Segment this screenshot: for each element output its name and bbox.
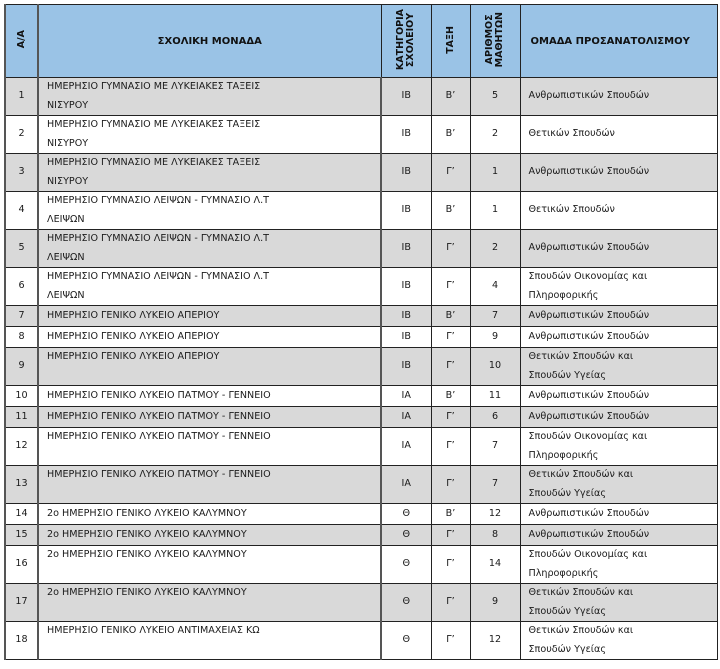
student-count: 5	[470, 78, 520, 116]
school-name-line: ΗΜΕΡΗΣΙΟ ΓΥΜΝΑΣΙΟ ΛΕΙΨΩΝ - ΓΥΜΝΑΣΙΟ Λ.Τ	[47, 271, 270, 282]
school-name-text	[47, 116, 376, 153]
class-grade: Γ’	[431, 327, 470, 348]
orientation-group-line: Θετικών Σπουδών και	[528, 469, 634, 480]
header-category-line-1: ΚΑΤΗΓΟΡΙΑ	[395, 8, 407, 71]
student-count: 2	[470, 230, 520, 268]
school-category: ΙΒ	[381, 348, 431, 386]
school-name	[38, 584, 381, 622]
row-number: 4	[5, 192, 38, 230]
row-number: 12	[5, 428, 38, 466]
orientation-group	[520, 306, 717, 327]
row-number: 18	[5, 622, 38, 660]
row-number: 16	[5, 546, 38, 584]
table-row	[5, 327, 717, 348]
class-grade: Γ’	[431, 622, 470, 660]
school-name-line: ΝΙΣΥΡΟΥ	[47, 99, 89, 111]
header-class	[431, 5, 470, 78]
school-name	[38, 192, 381, 230]
school-name	[38, 525, 381, 546]
school-name	[38, 546, 381, 584]
student-count: 7	[470, 466, 520, 504]
orientation-group-line: Πληροφορικής	[528, 567, 599, 579]
school-name-text	[47, 192, 376, 229]
school-category: ΙΑ	[381, 428, 431, 466]
school-name-text	[47, 526, 376, 545]
school-category: ΙΒ	[381, 306, 431, 327]
orientation-group-line: Θετικών Σπουδών	[528, 204, 615, 216]
class-grade: Γ’	[431, 546, 470, 584]
row-number: 17	[5, 584, 38, 622]
orientation-group	[520, 327, 717, 348]
school-name-text	[47, 428, 376, 447]
table-row	[5, 407, 717, 428]
school-name-line: ΛΕΙΨΩΝ	[47, 213, 85, 225]
orientation-group-line: Θετικών Σπουδών και	[528, 351, 634, 362]
orientation-group-line: Ανθρωπιστικών Σπουδών	[528, 90, 650, 102]
class-grade: Β’	[431, 306, 470, 327]
school-name-line: ΗΜΕΡΗΣΙΟ ΓΕΝΙΚΟ ΛΥΚΕΙΟ ΠΑΤΜΟΥ - ΓΕΝΝΕΙΟ	[47, 389, 271, 401]
student-count: 2	[470, 116, 520, 154]
school-name	[38, 268, 381, 306]
school-category: ΙΒ	[381, 327, 431, 348]
orientation-group-line: Θετικών Σπουδών	[528, 128, 615, 140]
header-category	[381, 5, 431, 78]
school-name-text	[47, 78, 376, 115]
header-group: ΟΜΑΔΑ ΠΡΟΣΑΝΑΤΟΛΙΣΜΟΥ	[520, 5, 717, 78]
school-category: Θ	[381, 622, 431, 660]
student-count: 1	[470, 154, 520, 192]
row-number: 2	[5, 116, 38, 154]
school-name-line: ΗΜΕΡΗΣΙΟ ΓΥΜΝΑΣΙΟ ΛΕΙΨΩΝ - ΓΥΜΝΑΣΙΟ Λ.Τ	[47, 195, 270, 206]
header-count-line-2: ΜΑΘΗΤΩΝ	[494, 11, 505, 68]
school-name	[38, 622, 381, 660]
orientation-group	[520, 348, 717, 386]
orientation-group-line: Ανθρωπιστικών Σπουδών	[528, 330, 650, 342]
school-name-line: ΗΜΕΡΗΣΙΟ ΓΥΜΝΑΣΙΟ ΜΕ ΛΥΚΕΙΑΚΕΣ ΤΑΞΕΙΣ	[47, 81, 261, 92]
orientation-group-line: Ανθρωπιστικών Σπουδών	[528, 242, 650, 254]
student-count: 12	[470, 504, 520, 525]
orientation-group-line: Σπουδών Υγείας	[528, 487, 606, 499]
orientation-group	[520, 78, 717, 116]
row-number: 11	[5, 407, 38, 428]
class-grade: Β’	[431, 78, 470, 116]
class-grade: Γ’	[431, 407, 470, 428]
school-name-line: 2ο ΗΜΕΡΗΣΙΟ ΓΕΝΙΚΟ ΛΥΚΕΙΟ ΚΑΛΥΜΝΟΥ	[47, 549, 247, 560]
school-category: ΙΒ	[381, 192, 431, 230]
table-row	[5, 504, 717, 525]
orientation-group-line: Σπουδών Υγείας	[528, 369, 606, 381]
school-category: ΙΑ	[381, 466, 431, 504]
table-row	[5, 386, 717, 407]
orientation-group-line: Ανθρωπιστικών Σπουδών	[528, 309, 650, 321]
orientation-group-line: Πληροφορικής	[528, 289, 599, 301]
orientation-group-line: Ανθρωπιστικών Σπουδών	[528, 528, 650, 540]
orientation-group	[520, 386, 717, 407]
school-name	[38, 428, 381, 466]
row-number: 14	[5, 504, 38, 525]
orientation-group-line: Σπουδών Υγείας	[528, 643, 606, 655]
student-count: 6	[470, 407, 520, 428]
orientation-group	[520, 546, 717, 584]
orientation-group-line: Πληροφορικής	[528, 449, 599, 461]
school-name	[38, 230, 381, 268]
class-grade: Γ’	[431, 348, 470, 386]
header-aa	[5, 5, 38, 78]
orientation-group	[520, 407, 717, 428]
school-category: Θ	[381, 584, 431, 622]
school-name	[38, 386, 381, 407]
school-name-text	[47, 466, 376, 485]
table-row	[5, 154, 717, 192]
school-name-text	[47, 307, 376, 326]
orientation-group-line: Σπουδών Υγείας	[528, 605, 606, 617]
header-school: ΣΧΟΛΙΚΗ ΜΟΝΑΔΑ	[38, 5, 381, 78]
orientation-group-line: Ανθρωπιστικών Σπουδών	[528, 410, 650, 422]
header-class-label: ΤΑΞΗ	[444, 25, 456, 54]
orientation-group	[520, 525, 717, 546]
orientation-group	[520, 466, 717, 504]
student-count: 1	[470, 192, 520, 230]
table-row	[5, 230, 717, 268]
school-name	[38, 306, 381, 327]
school-name-line: ΝΙΣΥΡΟΥ	[47, 175, 89, 187]
school-category: ΙΒ	[381, 78, 431, 116]
student-count: 9	[470, 584, 520, 622]
school-name	[38, 116, 381, 154]
table-row	[5, 546, 717, 584]
orientation-group	[520, 622, 717, 660]
student-count: 9	[470, 327, 520, 348]
orientation-group-line: Ανθρωπιστικών Σπουδών	[528, 507, 650, 519]
orientation-group	[520, 192, 717, 230]
orientation-group	[520, 154, 717, 192]
header-row	[5, 5, 717, 78]
orientation-group	[520, 584, 717, 622]
school-name-line: ΗΜΕΡΗΣΙΟ ΓΕΝΙΚΟ ΛΥΚΕΙΟ ΑΠΕΡΙΟΥ	[47, 309, 220, 321]
table-row	[5, 584, 717, 622]
orientation-group	[520, 428, 717, 466]
student-count: 14	[470, 546, 520, 584]
school-category: ΙΒ	[381, 154, 431, 192]
table-row	[5, 466, 717, 504]
school-category: ΙΒ	[381, 230, 431, 268]
row-number: 13	[5, 466, 38, 504]
school-name	[38, 327, 381, 348]
school-name-text	[47, 408, 376, 427]
header-count-label	[485, 12, 505, 67]
orientation-group-line: Σπουδών Οικονομίας και	[528, 271, 648, 282]
class-grade: Β’	[431, 192, 470, 230]
school-category: ΙΒ	[381, 268, 431, 306]
table-row	[5, 622, 717, 660]
school-category: Θ	[381, 546, 431, 584]
school-category: ΙΒ	[381, 116, 431, 154]
table-row	[5, 268, 717, 306]
student-count: 11	[470, 386, 520, 407]
orientation-group-line: Σπουδών Οικονομίας και	[528, 549, 648, 560]
table-row	[5, 192, 717, 230]
row-number: 7	[5, 306, 38, 327]
student-count: 7	[470, 306, 520, 327]
school-name-text	[47, 230, 376, 267]
student-count: 4	[470, 268, 520, 306]
school-name-line: ΗΜΕΡΗΣΙΟ ΓΕΝΙΚΟ ΛΥΚΕΙΟ ΠΑΤΜΟΥ - ΓΕΝΝΕΙΟ	[47, 469, 271, 480]
school-name-text	[47, 387, 376, 406]
class-grade: Β’	[431, 386, 470, 407]
school-name-line: ΛΕΙΨΩΝ	[47, 251, 85, 263]
school-name-line: ΗΜΕΡΗΣΙΟ ΓΕΝΙΚΟ ΛΥΚΕΙΟ ΠΑΤΜΟΥ - ΓΕΝΝΕΙΟ	[47, 431, 271, 442]
header-aa-label: Α/Α	[15, 30, 27, 49]
table-header	[5, 5, 717, 78]
header-count-line-1: ΑΡΙΘΜΟΣ	[484, 14, 496, 65]
row-number: 5	[5, 230, 38, 268]
school-name-line: ΗΜΕΡΗΣΙΟ ΓΥΜΝΑΣΙΟ ΜΕ ΛΥΚΕΙΑΚΕΣ ΤΑΞΕΙΣ	[47, 119, 261, 130]
class-grade: Γ’	[431, 154, 470, 192]
header-count	[470, 5, 520, 78]
school-category: Θ	[381, 504, 431, 525]
school-name-text	[47, 584, 376, 603]
school-name-text	[47, 622, 376, 641]
school-name-line: ΗΜΕΡΗΣΙΟ ΓΥΜΝΑΣΙΟ ΜΕ ΛΥΚΕΙΑΚΕΣ ΤΑΞΕΙΣ	[47, 157, 261, 168]
row-number: 1	[5, 78, 38, 116]
school-name-text	[47, 154, 376, 191]
school-name	[38, 407, 381, 428]
row-number: 9	[5, 348, 38, 386]
class-grade: Γ’	[431, 428, 470, 466]
orientation-group-line: Θετικών Σπουδών και	[528, 625, 634, 636]
school-name-line: ΗΜΕΡΗΣΙΟ ΓΕΝΙΚΟ ΛΥΚΕΙΟ ΠΑΤΜΟΥ - ΓΕΝΝΕΙΟ	[47, 410, 271, 422]
school-name-line: ΗΜΕΡΗΣΙΟ ΓΕΝΙΚΟ ΛΥΚΕΙΟ ΑΝΤΙΜΑΧΕΙΑΣ ΚΩ	[47, 625, 260, 636]
class-grade: Γ’	[431, 584, 470, 622]
school-name	[38, 348, 381, 386]
school-name	[38, 466, 381, 504]
orientation-group-line: Ανθρωπιστικών Σπουδών	[528, 166, 650, 178]
school-name	[38, 154, 381, 192]
school-name-line: ΗΜΕΡΗΣΙΟ ΓΥΜΝΑΣΙΟ ΛΕΙΨΩΝ - ΓΥΜΝΑΣΙΟ Λ.Τ	[47, 233, 270, 244]
orientation-group	[520, 268, 717, 306]
class-grade: Β’	[431, 504, 470, 525]
school-name-line: ΛΕΙΨΩΝ	[47, 289, 85, 301]
table-row	[5, 306, 717, 327]
table-row	[5, 348, 717, 386]
orientation-group	[520, 230, 717, 268]
row-number: 6	[5, 268, 38, 306]
school-name-line: 2ο ΗΜΕΡΗΣΙΟ ΓΕΝΙΚΟ ΛΥΚΕΙΟ ΚΑΛΥΜΝΟΥ	[47, 528, 247, 540]
school-name-text	[47, 348, 376, 367]
school-name-line: 2ο ΗΜΕΡΗΣΙΟ ΓΕΝΙΚΟ ΛΥΚΕΙΟ ΚΑΛΥΜΝΟΥ	[47, 587, 247, 598]
school-category: ΙΑ	[381, 407, 431, 428]
school-name	[38, 504, 381, 525]
table-row	[5, 116, 717, 154]
header-category-line-2: ΣΧΟΛΕΙΟΥ	[405, 12, 416, 67]
orientation-group-line: Θετικών Σπουδών και	[528, 587, 634, 598]
school-name	[38, 78, 381, 116]
row-number: 3	[5, 154, 38, 192]
student-count: 7	[470, 428, 520, 466]
orientation-group	[520, 504, 717, 525]
school-name-text	[47, 546, 376, 565]
table-row	[5, 428, 717, 466]
header-category-label	[396, 9, 416, 70]
row-number: 15	[5, 525, 38, 546]
school-name-line: ΝΙΣΥΡΟΥ	[47, 137, 89, 149]
school-category: Θ	[381, 525, 431, 546]
school-name-text	[47, 328, 376, 347]
row-number: 10	[5, 386, 38, 407]
student-count: 8	[470, 525, 520, 546]
student-count: 12	[470, 622, 520, 660]
school-name-text	[47, 505, 376, 524]
school-name-text	[47, 268, 376, 305]
table-body	[5, 78, 717, 660]
table-row	[5, 78, 717, 116]
school-category: ΙΑ	[381, 386, 431, 407]
table-row	[5, 525, 717, 546]
class-grade: Γ’	[431, 466, 470, 504]
school-name-line: 2ο ΗΜΕΡΗΣΙΟ ΓΕΝΙΚΟ ΛΥΚΕΙΟ ΚΑΛΥΜΝΟΥ	[47, 507, 247, 519]
school-name-line: ΗΜΕΡΗΣΙΟ ΓΕΝΙΚΟ ΛΥΚΕΙΟ ΑΠΕΡΙΟΥ	[47, 330, 220, 342]
student-count: 10	[470, 348, 520, 386]
row-number: 8	[5, 327, 38, 348]
orientation-group-line: Σπουδών Οικονομίας και	[528, 431, 648, 442]
class-grade: Γ’	[431, 525, 470, 546]
orientation-group-line: Ανθρωπιστικών Σπουδών	[528, 389, 650, 401]
class-grade: Γ’	[431, 230, 470, 268]
orientation-group	[520, 116, 717, 154]
students-table	[4, 4, 718, 660]
class-grade: Β’	[431, 116, 470, 154]
class-grade: Γ’	[431, 268, 470, 306]
school-name-line: ΗΜΕΡΗΣΙΟ ΓΕΝΙΚΟ ΛΥΚΕΙΟ ΑΠΕΡΙΟΥ	[47, 351, 220, 362]
